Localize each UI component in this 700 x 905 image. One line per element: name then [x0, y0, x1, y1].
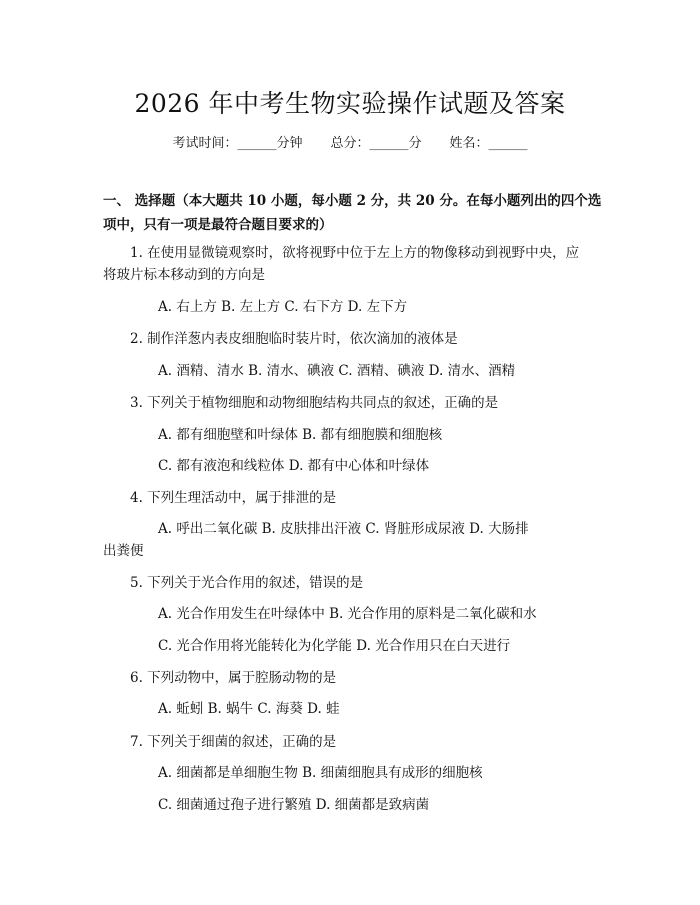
question-5-text: 5. 下列关于光合作用的叙述，错误的是: [130, 575, 364, 591]
question-7-text: 7. 下列关于细菌的叙述，正确的是: [130, 734, 337, 750]
question-6-text: 6. 下列动物中，属于腔肠动物的是: [130, 670, 337, 686]
question-2-text: 2. 制作洋葱内表皮细胞临时装片时，依次滴加的液体是: [130, 331, 458, 347]
question-4-text: 4. 下列生理活动中，属于排泄的是: [130, 490, 337, 506]
question-2-options: A. 酒精、清水 B. 清水、碘液 C. 酒精、碘液 D. 清水、酒精: [158, 363, 516, 379]
question-4-options-cont: 出粪便: [103, 543, 144, 559]
student-name-field: 姓名：______: [449, 136, 528, 151]
question-1-options: A. 右上方 B. 左上方 C. 右下方 D. 左下方: [158, 299, 408, 315]
section-heading: 一、 选择题（本大题共 10 小题，每小题 2 分，共 20 分。在每小题列出的四个选项中，只有一项是最符合题目要求的）: [103, 193, 602, 233]
question-3-text: 3. 下列关于植物细胞和动物细胞结构共同点的叙述，正确的是: [130, 395, 499, 411]
question-5-options-row2: C. 光合作用将光能转化为化学能 D. 光合作用只在白天进行: [158, 638, 511, 654]
page-title: 2026 年中考生物实验操作试题及答案: [134, 89, 566, 118]
question-3-options-row2: C. 都有液泡和线粒体 D. 都有中心体和叶绿体: [158, 458, 430, 474]
question-3-options-row1: A. 都有细胞壁和叶绿体 B. 都有细胞膜和细胞核: [158, 427, 443, 443]
question-6-options: A. 蚯蚓 B. 蜗牛 C. 海葵 D. 蛙: [158, 701, 340, 717]
question-7-options-row2: C. 细菌通过孢子进行繁殖 D. 细菌都是致病菌: [158, 797, 430, 813]
question-1-text-cont: 将玻片标本移动到的方向是: [103, 267, 265, 283]
exam-meta: [0, 132, 700, 151]
total-score-field: 总分：______分: [330, 136, 422, 151]
exam-time-field: 考试时间：______分钟: [172, 136, 303, 151]
question-7-options-row1: A. 细菌都是单细胞生物 B. 细菌细胞具有成形的细胞核: [158, 765, 483, 781]
question-4-options: A. 呼出二氧化碳 B. 皮肤排出汗液 C. 肾脏形成尿液 D. 大肠排: [158, 521, 529, 537]
question-5-options-row1: A. 光合作用发生在叶绿体中 B. 光合作用的原料是二氧化碳和水: [158, 606, 537, 622]
question-1-text: 1. 在使用显微镜观察时，欲将视野中位于左上方的物像移动到视野中央，应: [130, 245, 580, 261]
